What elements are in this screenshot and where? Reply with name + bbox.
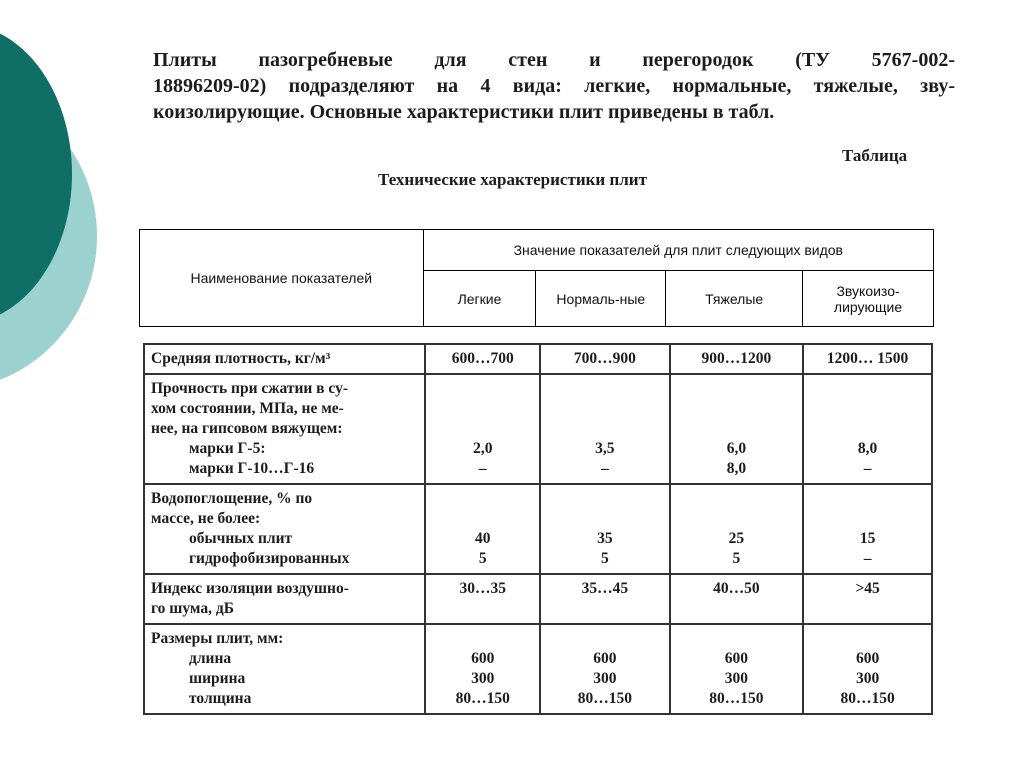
value-line bbox=[432, 419, 533, 439]
header-type: Нормаль-ные bbox=[536, 271, 666, 327]
table-header bbox=[139, 229, 934, 327]
value-line: 40…50 bbox=[713, 580, 760, 597]
value-cell bbox=[425, 574, 540, 624]
value-line: 300 bbox=[593, 670, 617, 687]
value-line: 300 bbox=[855, 670, 880, 687]
row-label-line: обычных плит bbox=[189, 530, 293, 547]
table-label: Таблица bbox=[842, 146, 908, 165]
row-label bbox=[144, 574, 425, 624]
value-line: 600 bbox=[855, 650, 880, 667]
value-line bbox=[810, 399, 925, 419]
row-label-line: Прочность при сжатии в су- bbox=[151, 380, 349, 397]
value-cell bbox=[540, 574, 670, 624]
value-line: 80…150 bbox=[840, 690, 895, 707]
row-label-line: длина bbox=[189, 650, 232, 667]
row-label-line: ширина bbox=[189, 670, 246, 687]
intro-paragraph bbox=[153, 47, 955, 125]
value-line: 80…150 bbox=[709, 690, 764, 707]
value-line bbox=[547, 399, 663, 419]
row-label-line: го шума, дБ bbox=[151, 600, 234, 617]
value-line: 700…900 bbox=[573, 350, 636, 367]
value-line: 35 bbox=[597, 530, 613, 547]
row-label-line: Индекс изоляции воздушно- bbox=[151, 580, 349, 597]
value-cell bbox=[425, 484, 540, 574]
value-line bbox=[432, 379, 533, 399]
value-line: 1200… 1500 bbox=[826, 350, 909, 367]
value-line: 8,0 bbox=[857, 440, 878, 457]
value-line: 600 bbox=[593, 650, 617, 667]
value-cell bbox=[670, 374, 804, 484]
table-row bbox=[144, 484, 932, 574]
value-line bbox=[547, 489, 663, 509]
value-cell bbox=[540, 344, 670, 374]
value-cell bbox=[425, 374, 540, 484]
value-cell bbox=[803, 344, 932, 374]
value-line bbox=[810, 509, 925, 529]
row-label-line: Водопоглощение, % по bbox=[151, 490, 313, 507]
value-line: 5 bbox=[600, 550, 609, 567]
header-type: Легкие bbox=[423, 271, 536, 327]
value-line bbox=[547, 379, 663, 399]
value-line bbox=[810, 489, 925, 509]
value-cell bbox=[803, 484, 932, 574]
value-line: – bbox=[478, 460, 487, 477]
intro-line: коизолирующие. Основные характеристики плит приведены в табл. bbox=[153, 101, 775, 123]
row-label bbox=[144, 374, 425, 484]
row-label-line: нее, на гипсовом вяжущем: bbox=[151, 420, 343, 437]
value-line bbox=[432, 509, 533, 529]
value-line bbox=[547, 509, 663, 529]
row-label-line: марки Г-5: bbox=[189, 440, 266, 457]
value-line bbox=[547, 629, 663, 649]
characteristics-table bbox=[143, 343, 933, 715]
value-line: 35…45 bbox=[581, 580, 629, 597]
header-type: Тяжелые bbox=[666, 271, 803, 327]
value-cell bbox=[540, 624, 670, 714]
row-label bbox=[144, 484, 425, 574]
value-line: 5 bbox=[732, 550, 741, 567]
value-line: 8,0 bbox=[726, 460, 747, 477]
row-label-line: марки Г-10…Г-16 bbox=[189, 460, 315, 477]
value-line: – bbox=[600, 460, 609, 477]
header-type: Звукоизо-лирующие bbox=[803, 271, 934, 327]
value-cell bbox=[425, 344, 540, 374]
table-row bbox=[144, 574, 932, 624]
value-line: 6,0 bbox=[726, 440, 747, 457]
row-label-line: гидрофобизированных bbox=[189, 550, 350, 567]
value-line bbox=[432, 399, 533, 419]
value-line bbox=[547, 419, 663, 439]
value-line bbox=[677, 419, 797, 439]
value-line: >45 bbox=[855, 580, 880, 597]
value-line: 80…150 bbox=[455, 690, 510, 707]
value-cell bbox=[803, 374, 932, 484]
value-line bbox=[677, 379, 797, 399]
value-cell bbox=[670, 344, 804, 374]
value-line: – bbox=[863, 550, 872, 567]
value-line: 30…35 bbox=[459, 580, 506, 597]
value-line: 3,5 bbox=[595, 440, 615, 457]
row-label-line: Размеры плит, мм: bbox=[151, 630, 284, 647]
value-line bbox=[677, 489, 797, 509]
row-label bbox=[144, 624, 425, 714]
table-row bbox=[144, 344, 932, 374]
header-name-column: Наименование показателей bbox=[140, 230, 424, 327]
intro-line: Плиты пазогребневые для стен и перегородок (ТУ 5767-002- bbox=[153, 49, 955, 71]
table-row bbox=[144, 624, 932, 714]
value-line: 25 bbox=[728, 530, 745, 547]
value-line: 600 bbox=[471, 650, 495, 667]
value-line bbox=[432, 489, 533, 509]
value-line: 40 bbox=[475, 530, 491, 547]
row-label-line: Средняя плотность, кг/м³ bbox=[151, 350, 331, 367]
value-cell bbox=[803, 624, 932, 714]
table-row bbox=[144, 374, 932, 484]
value-line: 15 bbox=[859, 530, 876, 547]
value-line: 900…1200 bbox=[701, 350, 772, 367]
value-line bbox=[677, 509, 797, 529]
value-line: 2,0 bbox=[473, 440, 493, 457]
header-values-group: Значение показателей для плит следующих видов bbox=[423, 230, 933, 271]
value-line bbox=[810, 379, 925, 399]
value-cell bbox=[670, 624, 804, 714]
row-label-line: толщина bbox=[189, 690, 252, 707]
value-line: 80…150 bbox=[577, 690, 632, 707]
value-line: 600…700 bbox=[451, 350, 514, 367]
table-title: Технические характеристики плит bbox=[378, 170, 647, 189]
value-cell bbox=[670, 484, 804, 574]
row-label-line: массе, не более: bbox=[151, 510, 261, 527]
value-line: 300 bbox=[724, 670, 749, 687]
value-line bbox=[432, 629, 533, 649]
value-line: – bbox=[863, 460, 872, 477]
value-line bbox=[810, 629, 925, 649]
value-line bbox=[810, 419, 925, 439]
value-cell bbox=[670, 574, 804, 624]
value-cell bbox=[540, 484, 670, 574]
value-line bbox=[677, 629, 797, 649]
value-line: 300 bbox=[471, 670, 495, 687]
value-cell bbox=[540, 374, 670, 484]
row-label-line: хом состоянии, МПа, не ме- bbox=[151, 400, 344, 417]
value-line: 5 bbox=[478, 550, 487, 567]
value-cell bbox=[425, 624, 540, 714]
value-line bbox=[677, 399, 797, 419]
value-cell bbox=[803, 574, 932, 624]
value-line: 600 bbox=[724, 650, 749, 667]
intro-line: 18896209-02) подразделяют на 4 вида: легкие, нормальные, тяжелые, зву- bbox=[153, 75, 955, 97]
row-label bbox=[144, 344, 425, 374]
